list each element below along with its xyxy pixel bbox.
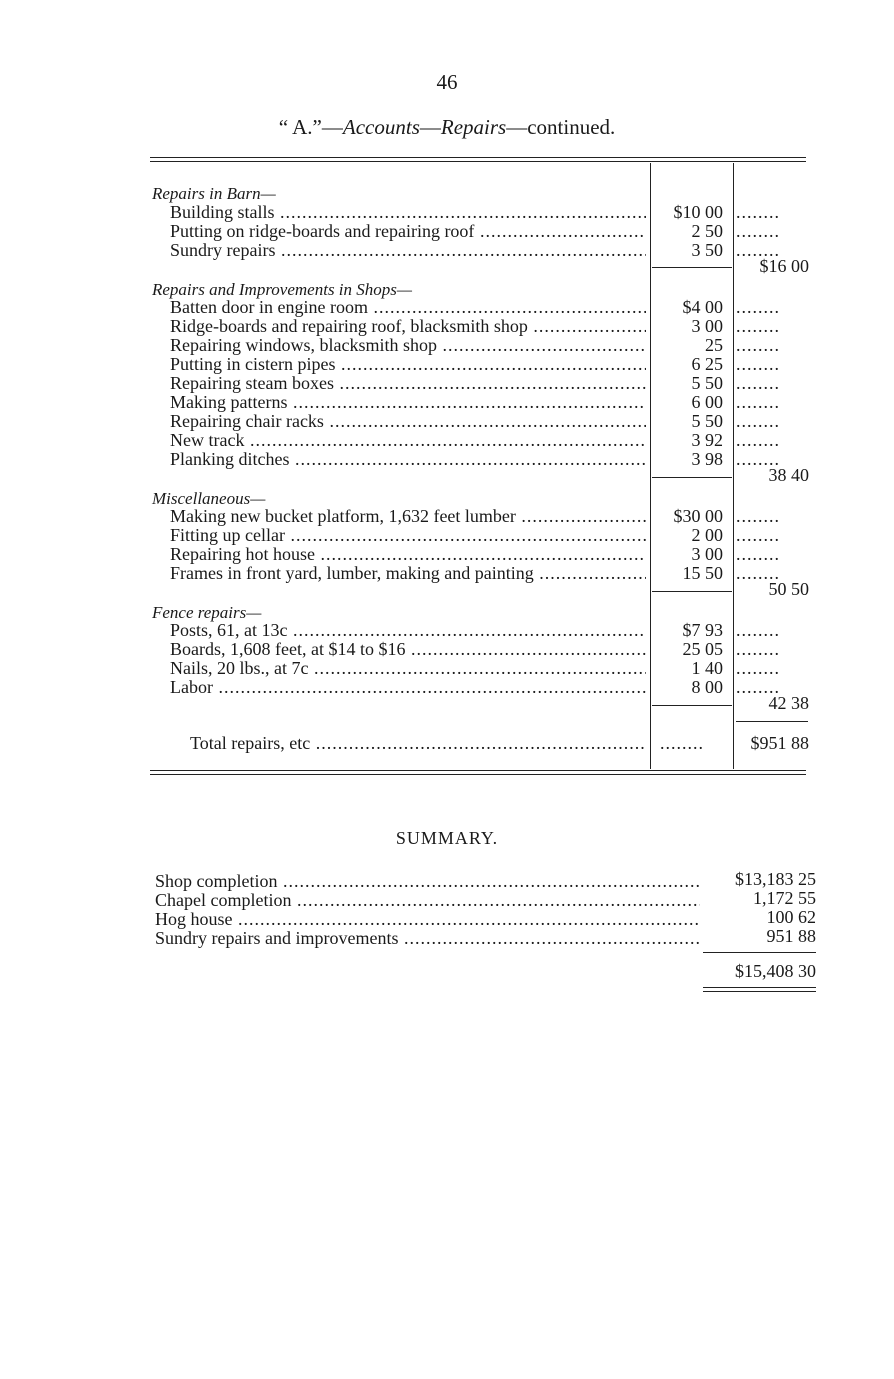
leader-dots: ........ [736, 222, 780, 241]
leader-dots: ........ [736, 412, 780, 431]
item-label: Frames in front yard, lumber, making and painting ..... [170, 564, 646, 583]
summary-label: Shop completion ..... [155, 872, 700, 891]
item-label: Repairing hot house ..... [170, 545, 646, 564]
heading-dash: — [419, 115, 441, 139]
section-title: Repairs in Barn— [152, 184, 276, 203]
item-amount: 5 50 [691, 373, 723, 393]
column-divider-1 [650, 163, 651, 769]
section-subtotal: 50 50 [768, 579, 809, 599]
leader-dots: ........ [736, 241, 780, 260]
item-label: Putting in cistern pipes ..... [170, 355, 646, 374]
item-label: Building stalls ..... [170, 203, 646, 222]
item-amount: 1 40 [691, 658, 723, 678]
item-amount: 3 98 [691, 449, 723, 469]
subtotal-rule-misc [652, 591, 732, 592]
total-amount: $951 88 [750, 733, 809, 753]
item-label: Batten door in engine room ..... [170, 298, 646, 317]
item-label: Labor ..... [170, 678, 646, 697]
section-title: Fence repairs— [152, 603, 262, 622]
total-rule [736, 721, 808, 722]
leader-dots: ........ [736, 545, 780, 564]
item-amount: 3 00 [691, 316, 723, 336]
summary-total: $15,408 30 [735, 961, 816, 981]
item-amount: 2 50 [691, 221, 723, 241]
leader-dots: ........ [736, 526, 780, 545]
item-amount: 25 05 [682, 639, 723, 659]
section-subtotal: 42 38 [768, 693, 809, 713]
item-label: Repairing steam boxes ..... [170, 374, 646, 393]
column-divider-2 [733, 163, 734, 769]
table-top-rule [150, 157, 806, 158]
heading-repairs: Repairs [440, 115, 507, 139]
leader-dots: ........ [736, 374, 780, 393]
item-amount: 5 50 [691, 411, 723, 431]
leader-dots: ........ [736, 640, 780, 659]
subtotal-rule-fence [652, 705, 732, 706]
summary-double-rule [703, 987, 816, 988]
item-label: Making new bucket platform, 1,632 feet lumber ..... [170, 507, 646, 526]
summary-title: SUMMARY. [395, 828, 499, 848]
item-amount: 8 00 [691, 677, 723, 697]
table-top-rule-2 [150, 161, 806, 162]
table-bottom-rule-2 [150, 774, 806, 775]
subtotal-rule-barn [652, 267, 732, 268]
leader-dots: ........ [736, 298, 780, 317]
item-label: Repairing chair racks ..... [170, 412, 646, 431]
leader-dots: ........ [736, 317, 780, 336]
summary-amount: 1,172 55 [753, 888, 816, 908]
leader-dots: ........ [736, 203, 780, 222]
leader-dots: ........ [736, 564, 780, 583]
item-amount: $10 00 [673, 202, 723, 222]
leader-dots: ........ [736, 431, 780, 450]
item-amount: $4 00 [682, 297, 723, 317]
item-amount: 2 00 [691, 525, 723, 545]
item-label: Posts, 61, at 13c ..... [170, 621, 646, 640]
leader-dots: ........ [736, 450, 780, 469]
section-title: Repairs and Improvements in Shops— [152, 280, 413, 299]
item-amount: 3 00 [691, 544, 723, 564]
item-label: Planking ditches ..... [170, 450, 646, 469]
item-amount: 6 25 [691, 354, 723, 374]
section-subtotal: 38 40 [768, 465, 809, 485]
heading-suffix: —continued. [506, 115, 616, 139]
item-label: Ridge-boards and repairing roof, blacksmith shop ..... [170, 317, 646, 336]
leader-dots: ........ [660, 734, 704, 753]
heading-prefix: “ A.”— [278, 115, 343, 139]
item-amount: 3 50 [691, 240, 723, 260]
item-amount: 6 00 [691, 392, 723, 412]
leader-dots: ........ [736, 621, 780, 640]
leader-dots: ........ [736, 336, 780, 355]
item-amount: $30 00 [673, 506, 723, 526]
summary-amount: $13,183 25 [735, 869, 816, 889]
item-label: New track ..... [170, 431, 646, 450]
summary-amount: 100 62 [766, 907, 816, 927]
item-label: Nails, 20 lbs., at 7c ..... [170, 659, 646, 678]
page-heading [0, 115, 894, 140]
total-label: Total repairs, etc ..... [190, 734, 646, 753]
item-amount: 15 50 [682, 563, 723, 583]
item-label: Sundry repairs ..... [170, 241, 646, 260]
table-bottom-rule [150, 770, 806, 771]
item-amount: 25 [705, 335, 723, 355]
item-label: Repairing windows, blacksmith shop ..... [170, 336, 646, 355]
section-subtotal: $16 00 [759, 256, 809, 276]
heading-accounts: Accounts [342, 115, 420, 139]
leader-dots: ........ [736, 355, 780, 374]
leader-dots: ........ [736, 678, 780, 697]
item-label: Making patterns ..... [170, 393, 646, 412]
section-title: Miscellaneous— [152, 489, 266, 508]
item-amount: $7 93 [682, 620, 723, 640]
page-number: 46 [436, 70, 458, 94]
summary-label: Hog house ..... [155, 910, 700, 929]
leader-dots: ........ [736, 507, 780, 526]
summary-label: Chapel completion ..... [155, 891, 700, 910]
item-label: Boards, 1,608 feet, at $14 to $16 ..... [170, 640, 646, 659]
item-label: Fitting up cellar ..... [170, 526, 646, 545]
leader-dots: ........ [736, 393, 780, 412]
summary-label: Sundry repairs and improvements ..... [155, 929, 700, 948]
item-amount: 3 92 [691, 430, 723, 450]
summary-rule [703, 952, 816, 953]
subtotal-rule-shops [652, 477, 732, 478]
leader-dots: ........ [736, 659, 780, 678]
summary-double-rule-2 [703, 991, 816, 992]
summary-amount: 951 88 [766, 926, 816, 946]
item-label: Putting on ridge-boards and repairing roof ..... [170, 222, 646, 241]
